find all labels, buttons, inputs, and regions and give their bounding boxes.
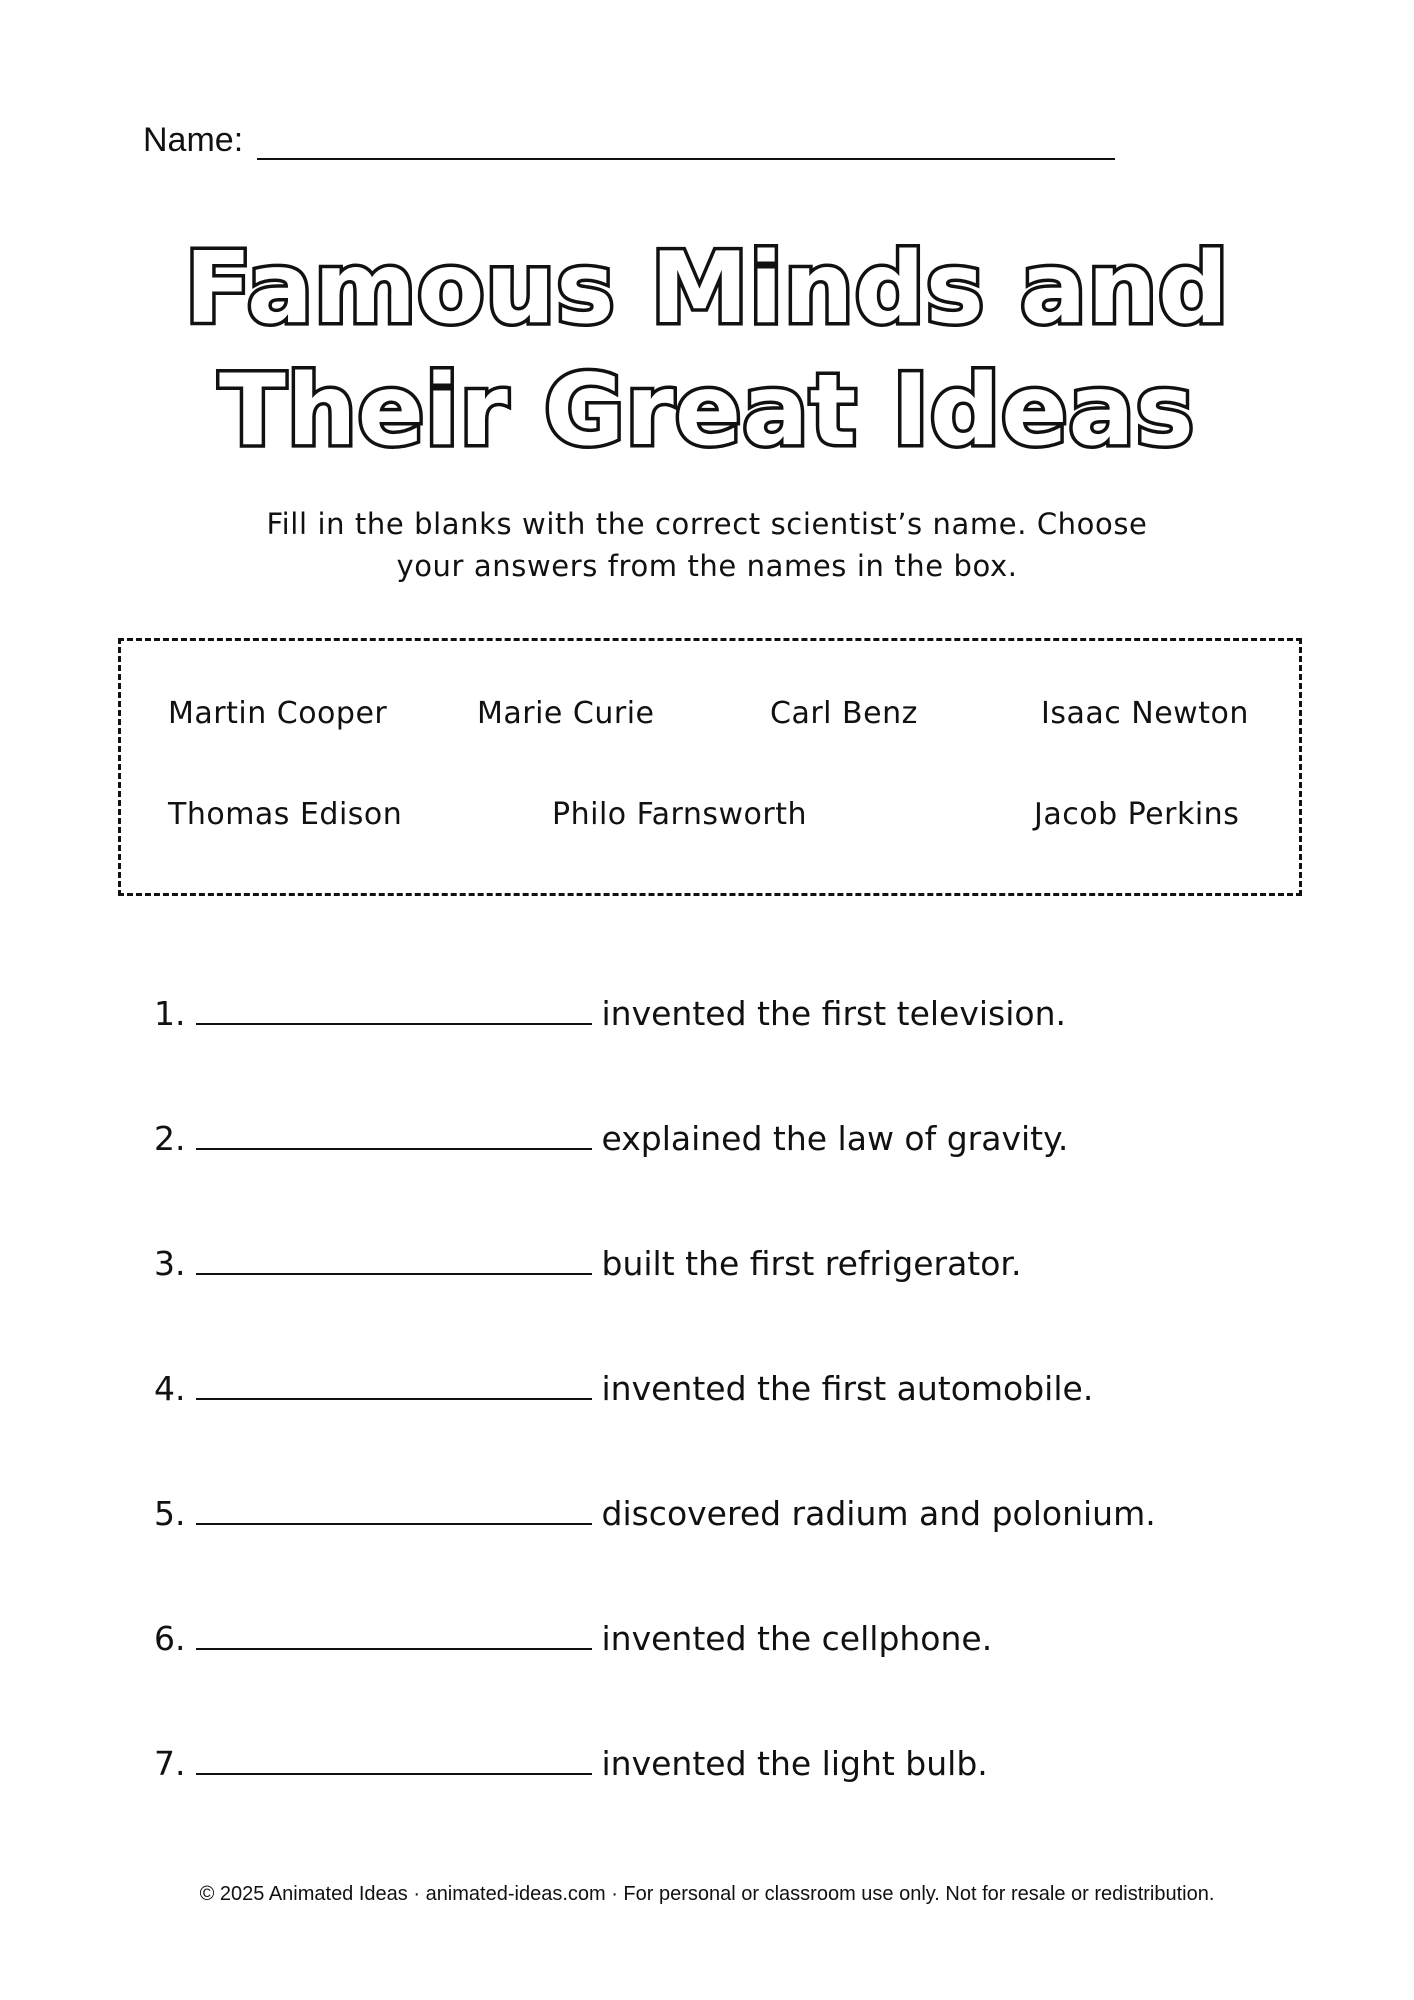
answer-blank[interactable] bbox=[196, 1245, 592, 1275]
answer-blank[interactable] bbox=[196, 1745, 592, 1775]
word-bank-item: Thomas Edison bbox=[168, 797, 403, 832]
question-text: discovered radium and polonium. bbox=[601, 1494, 1156, 1533]
question-text: invented the first television. bbox=[601, 994, 1066, 1033]
answer-blank[interactable] bbox=[196, 1495, 592, 1525]
question-text: explained the law of gravity. bbox=[601, 1119, 1069, 1158]
name-label: Name: bbox=[143, 121, 244, 159]
word-bank-item: Philo Farnsworth bbox=[552, 797, 808, 832]
question-text: invented the light bulb. bbox=[601, 1744, 988, 1783]
title-line-1: Famous Minds and bbox=[184, 232, 1230, 346]
question-item bbox=[154, 1744, 988, 1783]
question-item bbox=[154, 1369, 1093, 1408]
question-number: 5. bbox=[154, 1494, 186, 1533]
question-text: built the first refrigerator. bbox=[601, 1244, 1022, 1283]
word-bank-item: Marie Curie bbox=[477, 696, 655, 731]
footer-copyright: © 2025 Animated Ideas · animated-ideas.com · For personal or classroom use only. Not for resale or redistribution. bbox=[199, 1883, 1215, 1905]
name-field[interactable] bbox=[257, 120, 1115, 160]
word-bank-item: Martin Cooper bbox=[168, 696, 388, 731]
question-item bbox=[154, 994, 1066, 1033]
instructions-line-2: your answers from the names in the box. bbox=[396, 549, 1018, 583]
question-number: 3. bbox=[154, 1244, 186, 1283]
title-line-2: Their Great Ideas bbox=[219, 354, 1195, 468]
word-bank-item: Isaac Newton bbox=[1041, 696, 1249, 731]
word-bank-box bbox=[118, 638, 1302, 896]
question-number: 4. bbox=[154, 1369, 186, 1408]
question-number: 1. bbox=[154, 994, 186, 1033]
question-text: invented the cellphone. bbox=[601, 1619, 993, 1658]
answer-blank[interactable] bbox=[196, 1620, 592, 1650]
question-text: invented the first automobile. bbox=[601, 1369, 1094, 1408]
answer-blank[interactable] bbox=[196, 995, 592, 1025]
instructions-line-1: Fill in the blanks with the correct scientist’s name. Choose bbox=[266, 507, 1148, 541]
answer-blank[interactable] bbox=[196, 1120, 592, 1150]
name-row bbox=[143, 120, 1115, 160]
question-item bbox=[154, 1119, 1068, 1158]
word-bank-item: Jacob Perkins bbox=[1034, 797, 1240, 832]
word-bank-item: Carl Benz bbox=[770, 696, 918, 731]
answer-blank[interactable] bbox=[196, 1370, 592, 1400]
page-title bbox=[0, 228, 1414, 472]
question-item bbox=[154, 1619, 992, 1658]
question-item bbox=[154, 1244, 1021, 1283]
question-number: 6. bbox=[154, 1619, 186, 1658]
question-number: 2. bbox=[154, 1119, 186, 1158]
question-item bbox=[154, 1494, 1156, 1533]
question-number: 7. bbox=[154, 1744, 186, 1783]
instructions bbox=[200, 503, 1214, 587]
